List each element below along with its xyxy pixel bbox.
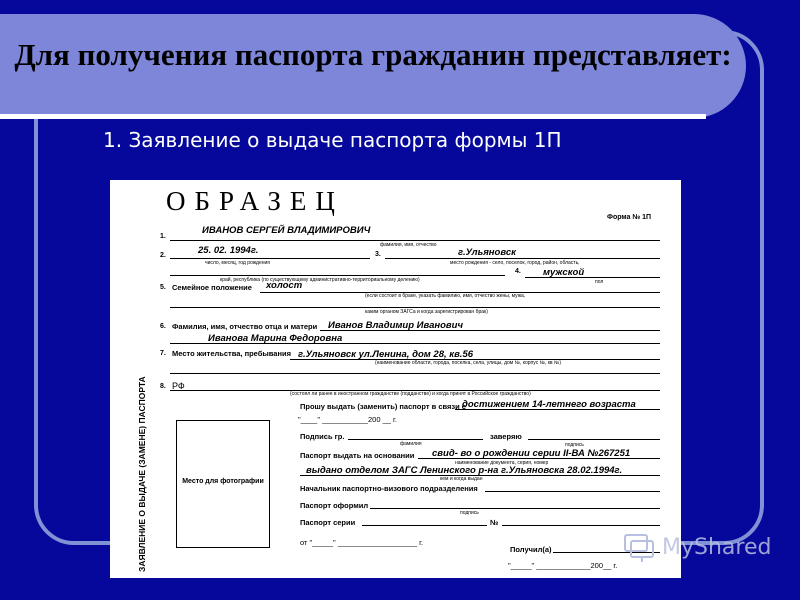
line xyxy=(370,508,660,509)
row-number: 5. xyxy=(160,284,166,291)
caption: подпись xyxy=(460,510,479,516)
caption: фамилия xyxy=(400,441,422,447)
field-label: Семейное положение xyxy=(172,283,252,292)
field-label: № xyxy=(490,518,499,527)
line xyxy=(502,525,660,526)
line xyxy=(170,343,660,344)
caption: место рождения - село, поселок, город, район, область, xyxy=(450,260,580,266)
caption: фамилия, имя, отчество xyxy=(380,242,437,248)
field-label: Паспорт оформил xyxy=(300,501,369,510)
field-label: Паспорт выдать на основании xyxy=(300,451,415,460)
birthplace-value: г.Ульяновск xyxy=(458,247,516,258)
line xyxy=(170,373,660,374)
watermark-text: MyShared xyxy=(662,534,772,560)
basis-value: свид- во о рождении серии II-ВА №267251 xyxy=(432,448,631,459)
caption: наименование документа, серия, номер xyxy=(455,460,549,466)
field-label: Получил(а) xyxy=(510,545,552,554)
caption: каким органом ЗАГСа и когда зарегистрирован брак) xyxy=(365,309,488,315)
caption: край, республика (по существующему административно-территориальному делению) xyxy=(220,277,420,283)
field-label: Фамилия, имя, отчество отца и матери xyxy=(172,322,318,331)
dob-value: 25. 02. 1994г. xyxy=(198,245,259,256)
line xyxy=(455,409,660,410)
title-underline xyxy=(0,114,706,119)
row-number: 6. xyxy=(160,323,166,330)
field-label: заверяю xyxy=(490,432,522,441)
field-label: Место жительства, пребывания xyxy=(172,349,291,358)
slide-subtitle: 1. Заявление о выдаче паспорта формы 1П xyxy=(103,128,562,152)
line xyxy=(170,275,505,276)
row-number: 8. xyxy=(160,383,166,390)
vertical-form-title: ЗАЯВЛЕНИЕ О ВЫДАЧЕ (ЗАМЕНЕ) ПАСПОРТА xyxy=(137,376,147,572)
line xyxy=(525,277,660,278)
sample-form-image xyxy=(110,180,681,578)
form-number: Форма № 1П xyxy=(606,214,651,221)
issued-by-value: выдано отделом ЗАГС Ленинского р-на г.Ульяновска 28.02.1994г. xyxy=(306,465,623,476)
line xyxy=(485,491,660,492)
line xyxy=(418,458,660,459)
row-number: 2. xyxy=(160,252,166,259)
caption: подпись xyxy=(565,442,584,448)
reason-value: достижением 14-летнего возраста xyxy=(462,399,636,410)
caption: (если состоит в браке, указать фамилию, имя, отчество жены, мужа, xyxy=(365,293,526,299)
photo-label: Место для фотографии xyxy=(182,478,264,485)
line xyxy=(170,307,660,308)
caption: (наименование области, города, поселка, села, улицы, дом №, корпус №, кв №) xyxy=(375,360,561,366)
caption: число, месяц, год рождения xyxy=(205,260,270,266)
line xyxy=(170,258,370,259)
row-number: 1. xyxy=(160,233,166,240)
caption: (состоял ли ранее в иностранном гражданстве (подданстве) и когда принят в Российское гражданство) xyxy=(290,391,531,397)
slide-title: Для получения паспорта гражданин представляет: xyxy=(14,37,732,72)
line xyxy=(320,330,660,331)
address-value: г.Ульяновск ул.Ленина, дом 28, кв.56 xyxy=(298,349,474,360)
row-number: 4. xyxy=(515,268,521,275)
family-value: холост xyxy=(266,280,303,291)
sample-stamp: ОБРАЗЕЦ xyxy=(166,186,344,216)
sex-value: мужской xyxy=(543,267,585,278)
caption: кем и когда выдан xyxy=(440,476,483,482)
field-label: Паспорт серии xyxy=(300,518,356,527)
date-line: "____" ___________200 __ г. xyxy=(298,415,397,424)
caption: пол xyxy=(595,279,604,285)
title-bar xyxy=(0,14,746,118)
line xyxy=(348,439,483,440)
row-number: 3. xyxy=(375,251,381,258)
field-label: Подпись гр. xyxy=(300,432,345,441)
row-number: 7. xyxy=(160,350,166,357)
field-label: Прошу выдать (заменить) паспорт в связи с xyxy=(300,402,466,411)
date-line: "_____" _____________200__ г. xyxy=(508,561,618,570)
field-label: Начальник паспортно-визового подразделения xyxy=(300,484,478,493)
watermark xyxy=(622,530,771,564)
father-value: Иванов Владимир Иванович xyxy=(328,320,463,331)
line xyxy=(362,525,487,526)
presentation-icon xyxy=(622,530,656,564)
line xyxy=(528,439,660,440)
date-line: от "_____" ___________________ г. xyxy=(300,538,424,547)
line xyxy=(385,258,660,259)
mother-value: Иванова Марина Федоровна xyxy=(208,333,343,344)
line xyxy=(170,240,660,241)
citizenship-value: РФ xyxy=(172,381,185,391)
fio-value: ИВАНОВ СЕРГЕЙ ВЛАДИМИРОВИЧ xyxy=(202,225,371,236)
